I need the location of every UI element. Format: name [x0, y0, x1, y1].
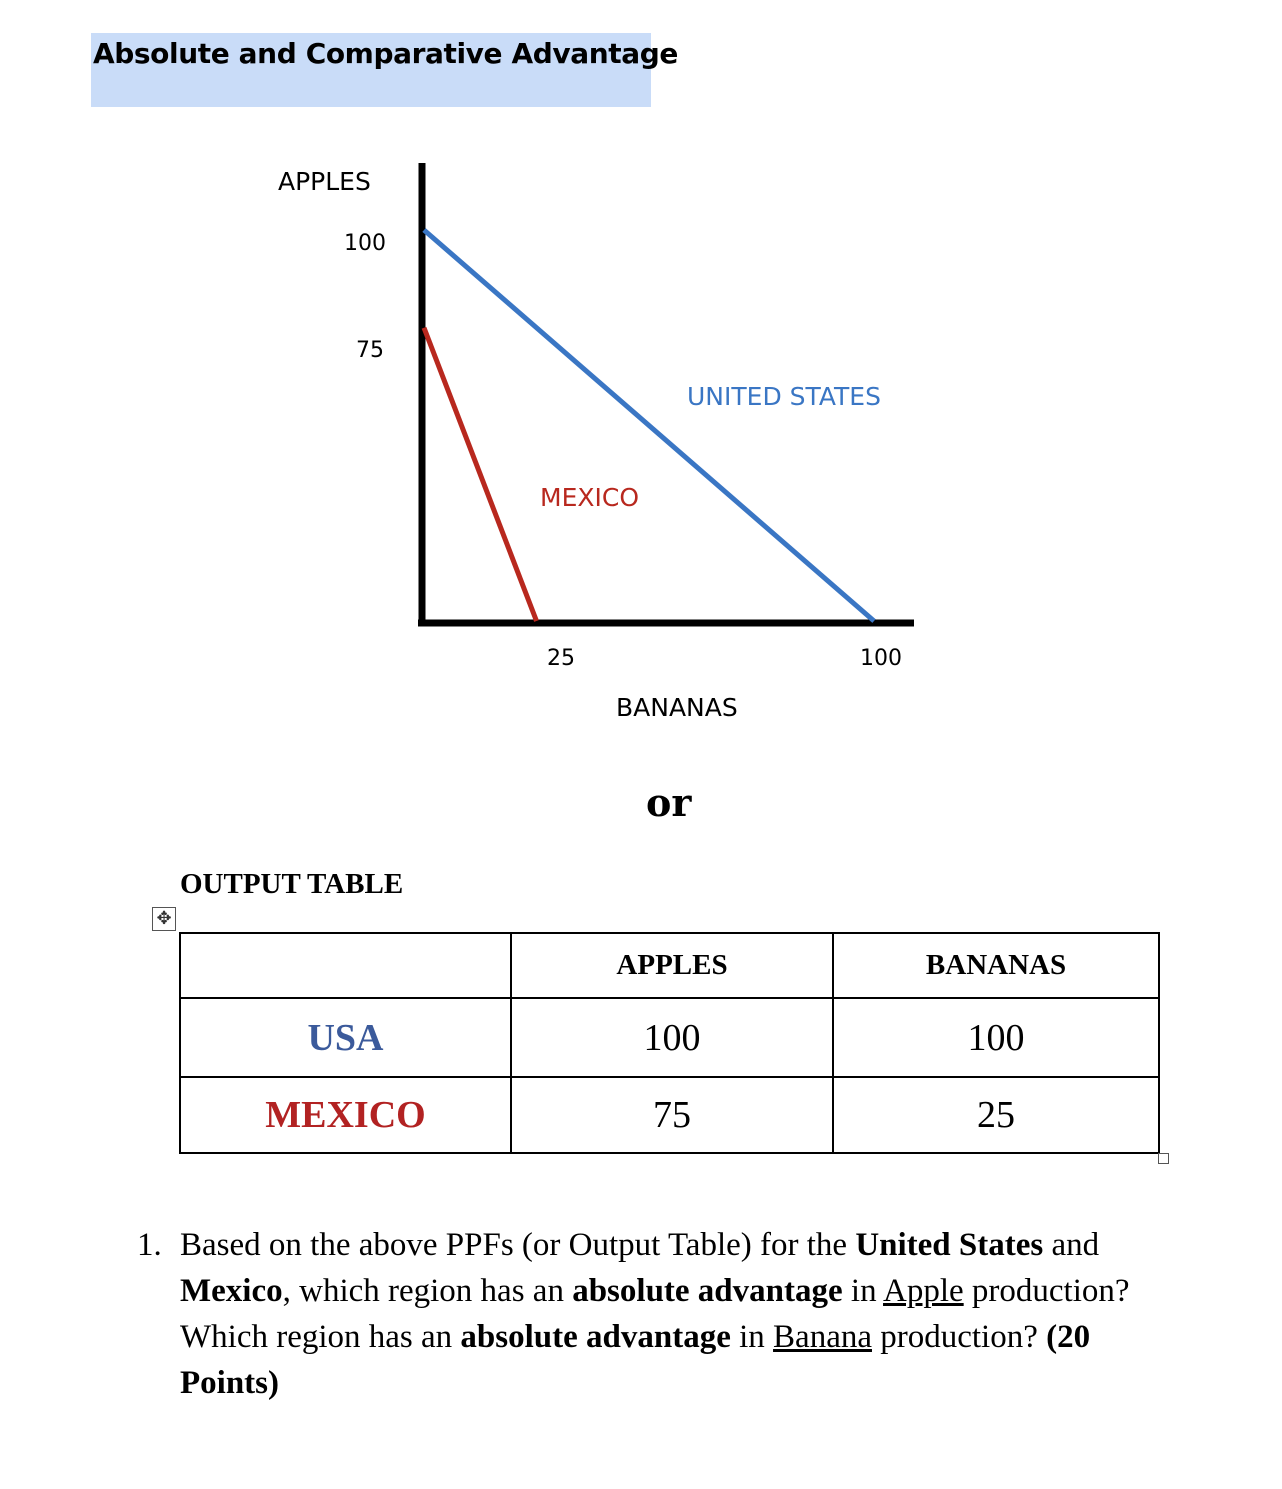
q-bold-absolute-advantage: absolute advantage	[572, 1273, 843, 1309]
header-cell-bananas: BANANAS	[833, 933, 1159, 998]
q-bold-united-states: United States	[855, 1227, 1044, 1263]
q-underline-apple: Apple	[883, 1273, 964, 1309]
table-resize-handle[interactable]	[1158, 1153, 1169, 1164]
page-title: Absolute and Comparative Advantage	[93, 37, 678, 70]
question-number: 1.	[137, 1227, 162, 1263]
q-bold-mexico: Mexico	[180, 1273, 283, 1309]
output-table	[179, 932, 1160, 1154]
question-text	[180, 1222, 1165, 1406]
q-text: in	[842, 1273, 884, 1309]
header-cell-empty	[180, 933, 511, 998]
usa-apples-cell: 100	[511, 998, 833, 1077]
table-header-row	[180, 933, 1159, 998]
q-bold-points: (20 Points)	[180, 1319, 1091, 1401]
q-underline-banana: Banana	[773, 1319, 872, 1355]
x-tick-100: 100	[860, 646, 902, 671]
mexico-bananas-cell: 25	[833, 1077, 1159, 1153]
q-text: Based on the above PPFs (or Output Table) for the	[180, 1227, 856, 1263]
series-label-mexico: MEXICO	[540, 483, 639, 512]
output-table-title: OUTPUT TABLE	[180, 868, 404, 900]
usa-bananas-cell: 100	[833, 998, 1159, 1077]
x-tick-25: 25	[547, 646, 575, 671]
series-line-mexico	[424, 328, 537, 621]
mexico-apples-cell: 75	[511, 1077, 833, 1153]
header-cell-apples: APPLES	[511, 933, 833, 998]
q-text: production?	[871, 1319, 1047, 1355]
q-text: in	[730, 1319, 774, 1355]
or-separator: or	[646, 780, 692, 825]
q-text: , which region has an	[282, 1273, 573, 1309]
q-text: and	[1043, 1227, 1100, 1263]
table-row	[180, 1077, 1159, 1153]
y-axis-label: APPLES	[278, 167, 371, 196]
series-label-united-states: UNITED STATES	[687, 382, 881, 411]
series-line-united-states	[424, 230, 874, 621]
x-axis-label: BANANAS	[616, 693, 738, 722]
q-text: production? Which region has an	[180, 1273, 1130, 1355]
table-row	[180, 998, 1159, 1077]
row-label-mexico: MEXICO	[180, 1077, 511, 1153]
row-label-usa: USA	[180, 998, 511, 1077]
table-move-handle-icon[interactable]: ✥	[152, 907, 176, 931]
q-bold-absolute-advantage: absolute advantage	[460, 1319, 731, 1355]
y-tick-75: 75	[356, 338, 384, 363]
y-tick-100: 100	[344, 231, 386, 256]
